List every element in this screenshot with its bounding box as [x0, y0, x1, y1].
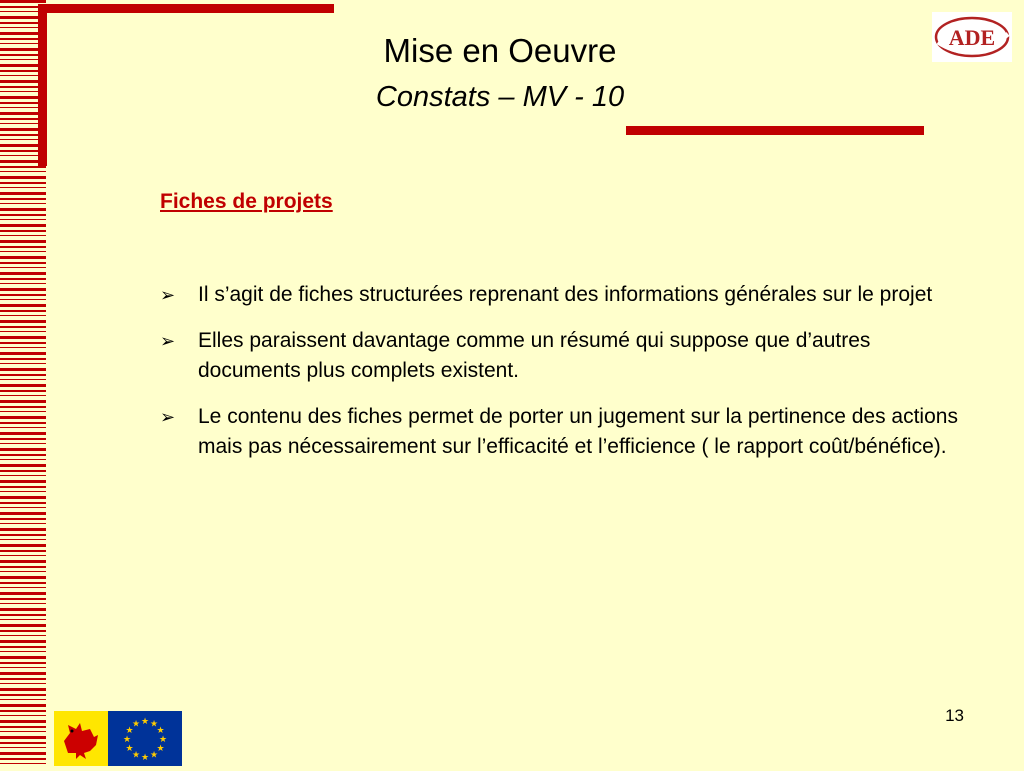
bullet-text: Le contenu des fiches permet de porter un jugement sur la pertinence des actions mais pas nécessairement sur l’efficacité et l’efficience ( le rapport coût/bénéfice).	[198, 405, 958, 458]
svg-text:★: ★	[125, 744, 134, 754]
svg-text:★: ★	[149, 719, 159, 730]
decorative-vertical-bar	[38, 4, 47, 166]
list-item	[160, 280, 960, 310]
decorative-right-bar	[626, 126, 924, 135]
svg-text:★: ★	[131, 719, 141, 730]
bullet-list	[160, 280, 960, 478]
decorative-top-bar	[38, 4, 334, 13]
slide-subtitle: Constats – MV - 10	[375, 81, 625, 113]
svg-text:★: ★	[122, 735, 132, 745]
svg-text:★: ★	[156, 744, 165, 754]
bullet-text: Elles paraissent davantage comme un résumé qui suppose que d’autres documents plus complets existent.	[198, 329, 871, 382]
svg-text:★: ★	[156, 726, 165, 736]
svg-text:★: ★	[149, 750, 159, 761]
svg-text:★: ★	[140, 753, 150, 763]
list-item	[160, 402, 960, 462]
walloon-rooster-icon	[54, 711, 108, 766]
list-item	[160, 326, 960, 386]
bullet-text: Il s’agit de fiches structurées reprenant des informations générales sur le projet	[198, 283, 933, 306]
svg-text:★: ★	[131, 750, 141, 761]
ade-logo	[932, 12, 1012, 62]
page-number: 13	[945, 706, 964, 725]
arrowhead-bullet-icon: ➢	[160, 407, 176, 427]
slide-title: Mise en Oeuvre	[383, 32, 617, 69]
arrowhead-bullet-icon: ➢	[160, 285, 176, 305]
svg-text:★: ★	[140, 717, 150, 727]
section-heading: Fiches de projets	[160, 190, 333, 213]
svg-text:★: ★	[158, 735, 168, 745]
eu-stars-icon	[108, 711, 182, 766]
arrowhead-bullet-icon: ➢	[160, 331, 176, 351]
svg-text:★: ★	[125, 726, 134, 736]
ade-logo-text: ADE	[948, 25, 996, 50]
